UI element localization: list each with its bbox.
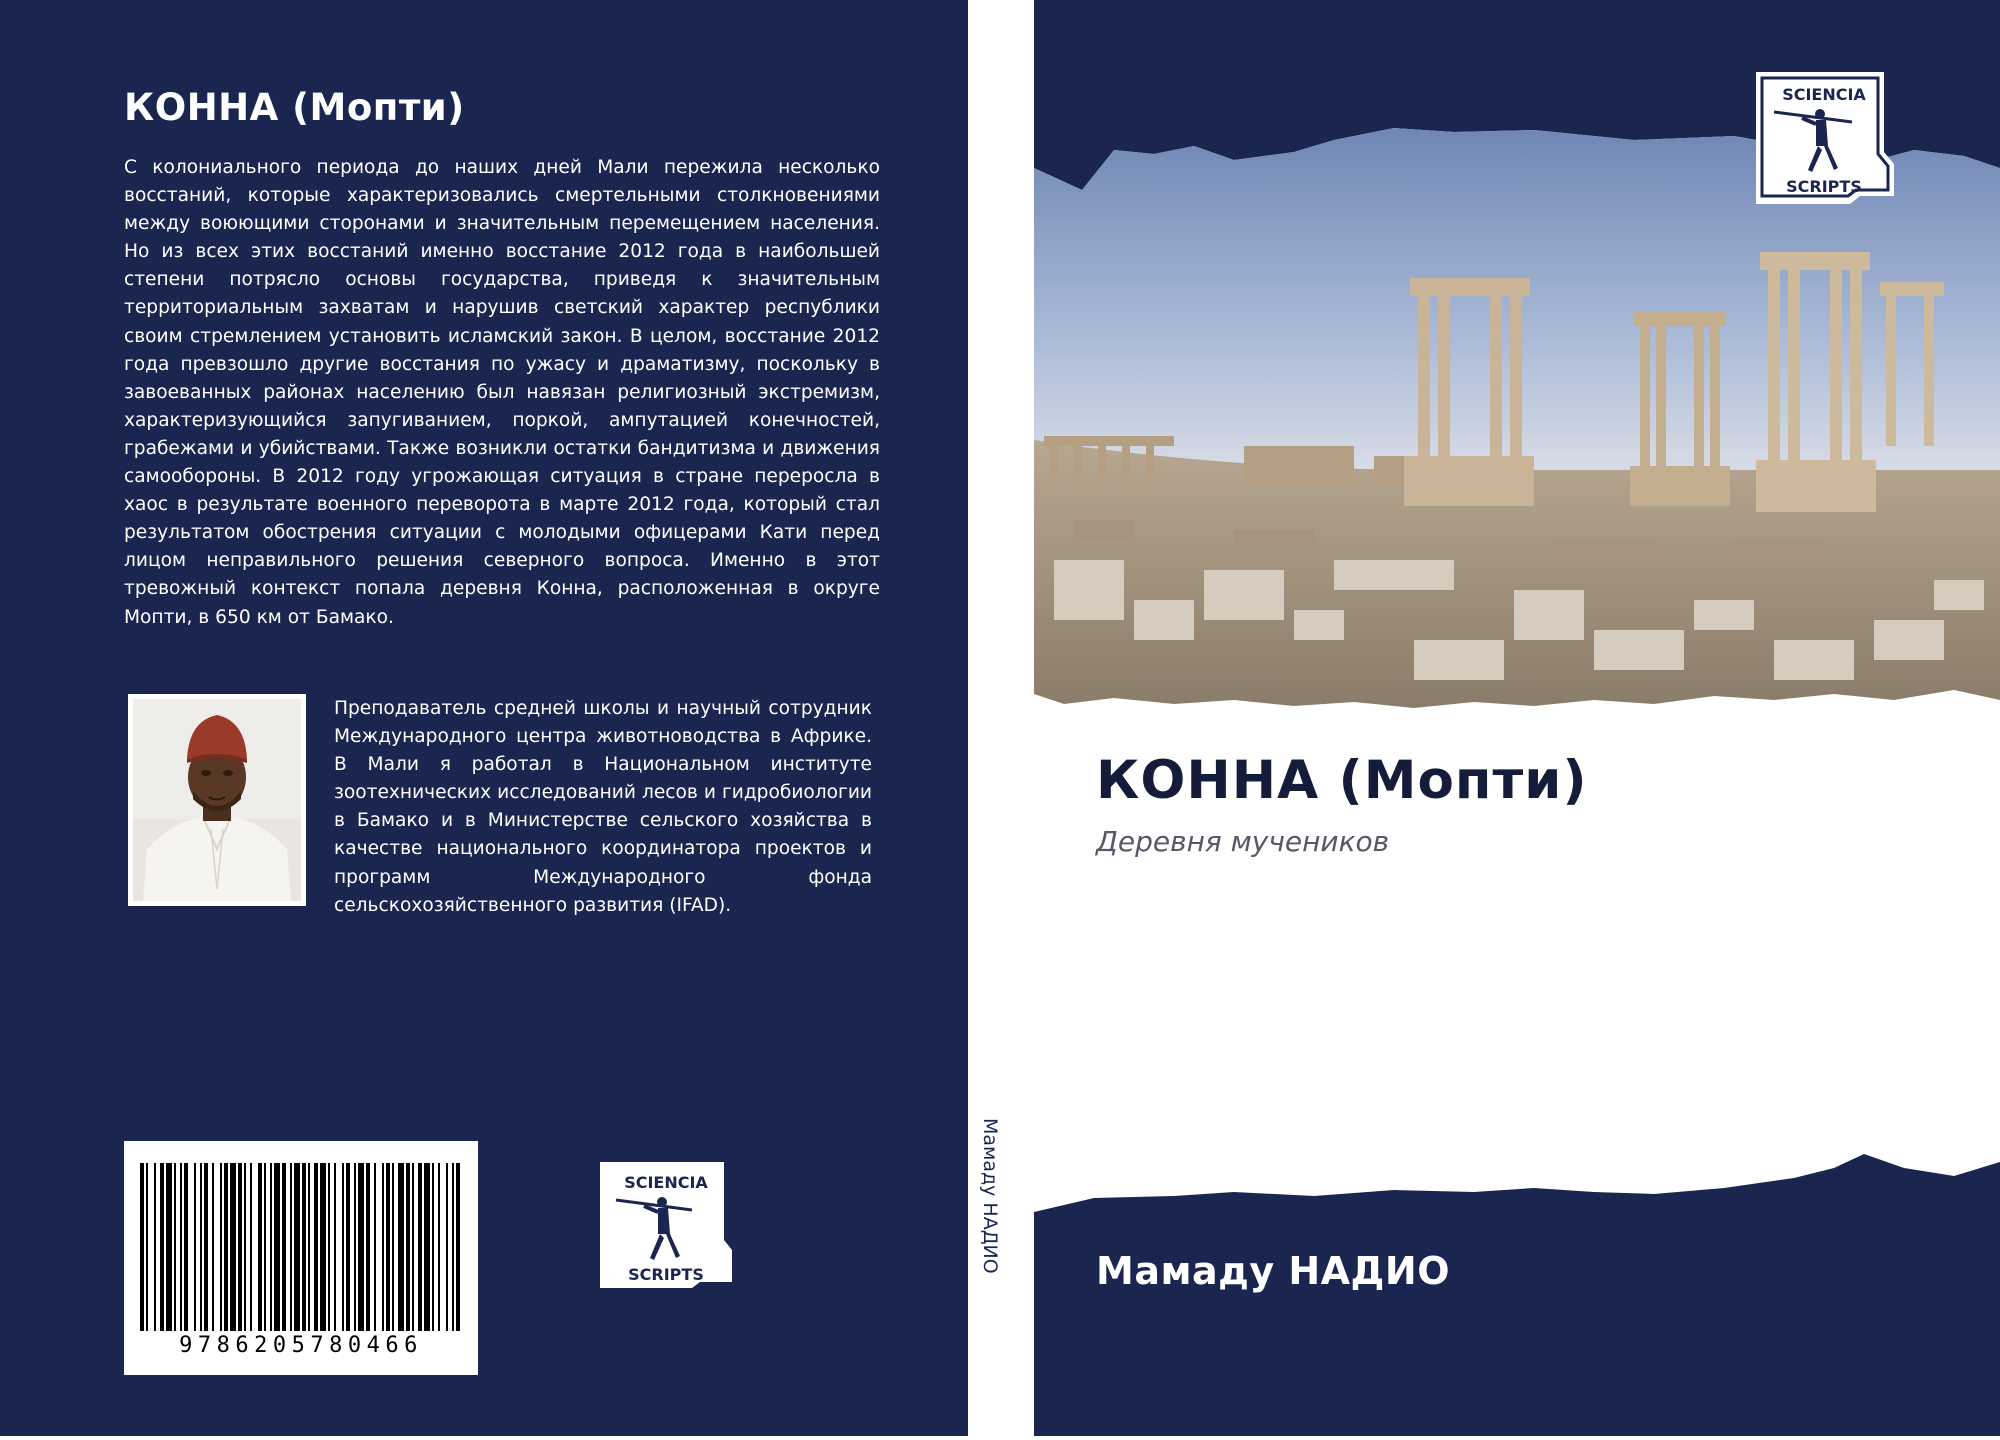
- barcode-bar: [456, 1163, 460, 1331]
- front-cover-author: Мамаду НАДИО: [1096, 1249, 1451, 1293]
- barcode-bar: [146, 1163, 148, 1331]
- barcode-bar: [320, 1163, 326, 1331]
- barcode-bar: [230, 1163, 236, 1331]
- barcode-bar: [334, 1163, 336, 1331]
- barcode-bar: [250, 1163, 252, 1331]
- barcode-bar: [302, 1163, 306, 1331]
- front-cover-title: КОННА (Мопти): [1096, 750, 1588, 811]
- barcode-bar: [328, 1163, 330, 1331]
- barcode-bar: [224, 1163, 228, 1331]
- isbn-barcode: [124, 1141, 478, 1375]
- book-spine: [968, 0, 1034, 1436]
- barcode-bar: [270, 1163, 272, 1331]
- sciencia-scripts-logo-front: [1752, 68, 1898, 208]
- barcode-bar: [154, 1163, 156, 1331]
- barcode-bar: [290, 1163, 292, 1331]
- barcode-bar: [244, 1163, 246, 1331]
- barcode-bar: [204, 1163, 208, 1331]
- spine-author: Мамаду НАДИО: [979, 1118, 1001, 1274]
- barcode-bar: [264, 1163, 266, 1331]
- barcode-bar: [180, 1163, 182, 1331]
- barcode-bar: [314, 1163, 318, 1331]
- barcode-bar: [282, 1163, 286, 1331]
- palmyra-ruins-photo: [1034, 0, 2000, 1436]
- barcode-bar: [346, 1163, 350, 1331]
- author-biography: Преподаватель средней школы и научный сотрудник Международного центра животноводства в Африке. В Мали я работал в Национальном институте зоотехнических исследований лесов и гидробиологии в Бамако и в Министерстве сельского хозяйства в качестве национального координатора проектов и программ Международного фонда сельскохозяйственного развития (IFAD).: [334, 698, 872, 916]
- barcode-bar: [366, 1163, 370, 1331]
- front-cover-subtitle: Деревня мучеников: [1096, 825, 1390, 858]
- barcode-bar: [174, 1163, 176, 1331]
- logo-text-sciencia: SCIENCIA: [624, 1173, 708, 1192]
- barcode-bar: [374, 1163, 376, 1331]
- barcode-bar: [342, 1163, 344, 1331]
- barcode-bar: [398, 1163, 404, 1331]
- front-cover: [1034, 0, 2000, 1436]
- author-portrait-image: [128, 694, 306, 906]
- barcode-bar: [308, 1163, 310, 1331]
- barcode-bar: [358, 1163, 364, 1331]
- barcode-bar: [160, 1163, 164, 1331]
- logo-text-sciencia: SCIENCIA: [1782, 85, 1866, 104]
- barcode-bar: [184, 1163, 188, 1331]
- barcode-bar: [386, 1163, 390, 1331]
- barcode-bar: [418, 1163, 422, 1331]
- sciencia-scripts-logo-back: [596, 1158, 736, 1292]
- barcode-bar: [294, 1163, 300, 1331]
- barcode-bar: [274, 1163, 280, 1331]
- barcode-bar: [382, 1163, 384, 1331]
- barcode-bar: [258, 1163, 262, 1331]
- barcode-bar: [354, 1163, 356, 1331]
- barcode-bar: [432, 1163, 434, 1331]
- barcode-bar: [438, 1163, 440, 1331]
- logo-text-scripts: SCRIPTS: [628, 1265, 704, 1284]
- back-cover-title: КОННА (Мопти): [124, 86, 465, 129]
- barcode-bar: [200, 1163, 202, 1331]
- isbn-number: 9786205780466: [179, 1333, 423, 1358]
- logo-text-scripts: SCRIPTS: [1786, 177, 1862, 196]
- barcode-bar: [446, 1163, 448, 1331]
- barcode-bar: [212, 1163, 214, 1331]
- barcode-bar: [140, 1163, 144, 1331]
- barcode-bar: [452, 1163, 454, 1331]
- barcode-bar: [392, 1163, 394, 1331]
- barcode-bar: [406, 1163, 410, 1331]
- barcode-bar: [220, 1163, 222, 1331]
- barcode-bar: [166, 1163, 172, 1331]
- back-cover-blurb: С колониального периода до наших дней Мали пережила несколько восстаний, которые характеризовались смертельными столкновениями между воюющими сторонами и значительным перемещением населения. Но из всех этих восстаний именно восстание 2012 года в наибольшей степени потрясло основы государства, приведя к значительным территориальным захватам и нарушив светский характер республики своим стремлением установить исламский закон. В целом, восстание 2012 года превзошло другие восстания по ужасу и драматизму, поскольку в завоеванных районах населению был навязан религиозный экстремизм, характеризующийся запугиванием, поркой, ампутацией конечностей, грабежами и убийствами. Также возникли остатки бандитизма и движения самообороны. В 2012 году угрожающая ситуация в стране переросла в хаос в результате военного переворота в марте 2012 года, который стал результатом обострения ситуации с молодыми офицерами Кати перед лицом неправильного решения северного вопроса. Именно в этот тревожный контекст попала деревня Конна, расположенная в округе Мопти, в 650 км от Бамако.: [124, 157, 880, 628]
- barcode-bar: [238, 1163, 242, 1331]
- barcode-bar: [412, 1163, 414, 1331]
- barcode-bar: [194, 1163, 196, 1331]
- barcode-bar: [424, 1163, 430, 1331]
